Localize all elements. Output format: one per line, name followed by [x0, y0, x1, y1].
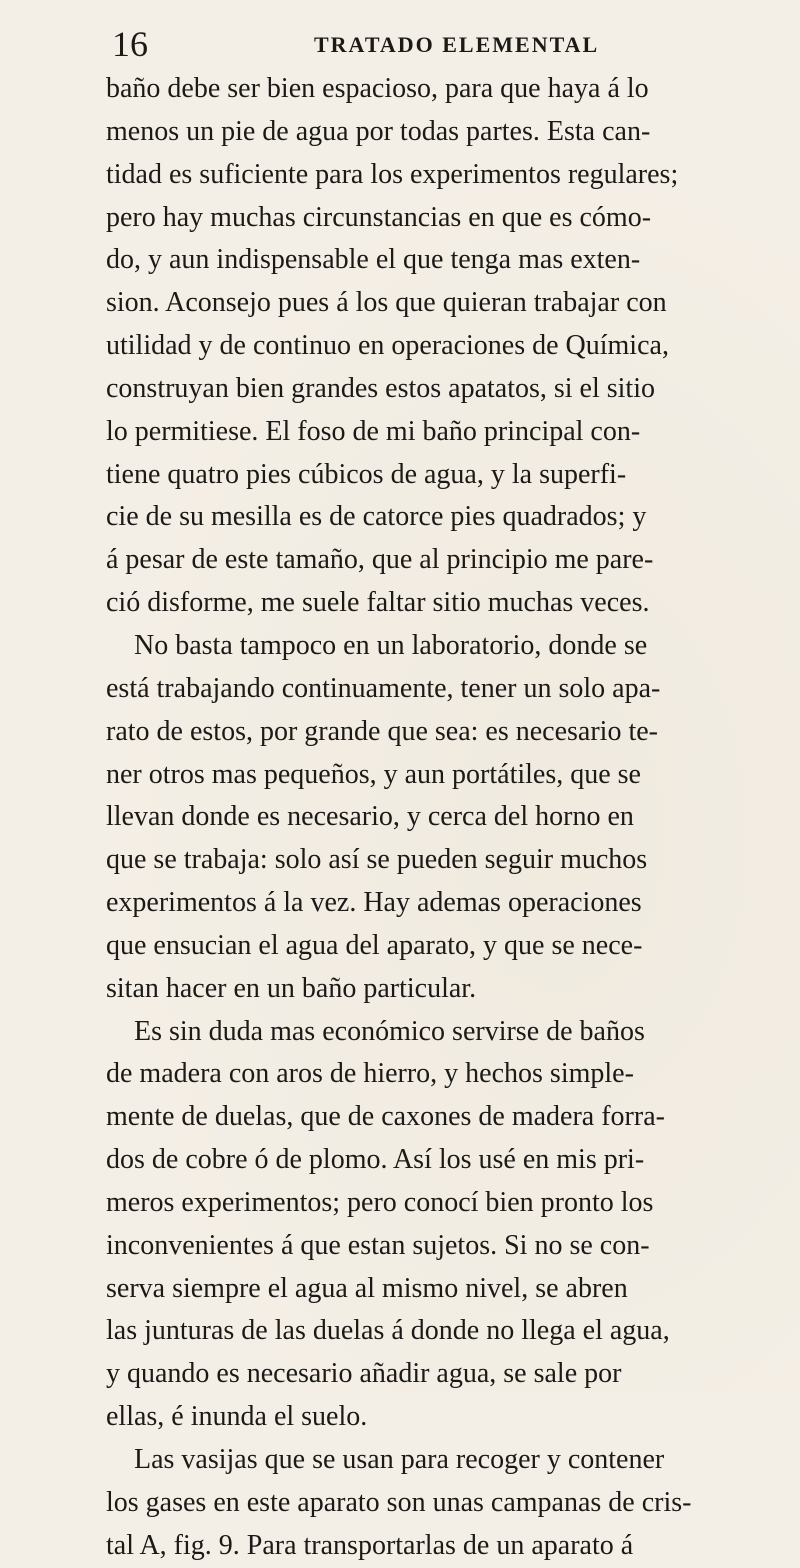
text-line: que se trabaja: solo así se pueden seguir muchos [106, 844, 648, 876]
text-line: y quando es necesario añadir agua, se sale por [106, 1358, 622, 1390]
running-title: TRATADO ELEMENTAL [314, 32, 600, 57]
text-line: meros experimentos; pero conocí bien pronto los [106, 1186, 654, 1218]
text-line: los gases en este aparato son unas campanas de cris- [106, 1486, 692, 1518]
text-line: menos un pie de agua por todas partes. Esta can- [106, 115, 651, 147]
text-line: lo permitiese. El foso de mi baño principal con- [106, 415, 641, 447]
text-line: dos de cobre ó de plomo. Así los usé en mis pri- [106, 1144, 645, 1176]
body-text [106, 68, 786, 1568]
text-line: sitan hacer en un baño particular. [106, 972, 477, 1004]
text-line: tiene quatro pies cúbicos de agua, y la superfi- [106, 458, 627, 490]
text-line: ellas, é inunda el suelo. [106, 1401, 368, 1433]
text-line: mente de duelas, que de caxones de madera forra- [106, 1101, 665, 1133]
text-line: tal A, fig. 9. Para transportarlas de un aparato á [106, 1529, 634, 1561]
text-line: á pesar de este tamaño, que al principio me pare- [106, 544, 654, 576]
text-line: cie de su mesilla es de catorce pies quadrados; y [106, 501, 647, 533]
text-line: baño debe ser bien espacioso, para que haya á lo [106, 73, 649, 104]
text-line: llevan donde es necesario, y cerca del horno en [106, 801, 634, 833]
text-line: construyan bien grandes estos apatatos, si el sitio [106, 372, 655, 404]
text-line: utilidad y de continuo en operaciones de Química, [106, 330, 669, 362]
page-number: 16 [112, 24, 148, 64]
text-line: pero hay muchas circunstancias en que es cómo- [106, 201, 652, 233]
page-header [112, 22, 712, 66]
text-line: sion. Aconsejo pues á los que quieran trabajar con [106, 287, 667, 319]
text-line: No basta tampoco en un laboratorio, donde se [134, 629, 648, 661]
text-line: ner otros mas pequeños, y aun portátiles, que se [106, 758, 641, 790]
text-line: Las vasijas que se usan para recoger y contener [134, 1444, 665, 1475]
text-line: tidad es suficiente para los experimentos regulares; [106, 158, 679, 190]
text-line: serva siempre el agua al mismo nivel, se abren [106, 1272, 628, 1304]
text-line: que ensucian el agua del aparato, y que se nece- [106, 929, 643, 961]
text-line: rato de estos, por grande que sea: es necesario te- [106, 715, 658, 747]
text-line: inconvenientes á que estan sujetos. Si no se con- [106, 1229, 650, 1261]
text-line: Es sin duda mas económico servirse de baños [134, 1015, 645, 1047]
text-line: las junturas de las duelas á donde no llega el agua, [106, 1315, 670, 1347]
text-line: está trabajando continuamente, tener un solo apa- [106, 672, 661, 704]
text-line: experimentos á la vez. Hay ademas operaciones [106, 887, 642, 919]
text-line: do, y aun indispensable el que tenga mas exten- [106, 244, 641, 276]
text-line: de madera con aros de hierro, y hechos simple- [106, 1058, 634, 1090]
text-line: ció disforme, me suele faltar sitio muchas veces. [106, 587, 650, 619]
